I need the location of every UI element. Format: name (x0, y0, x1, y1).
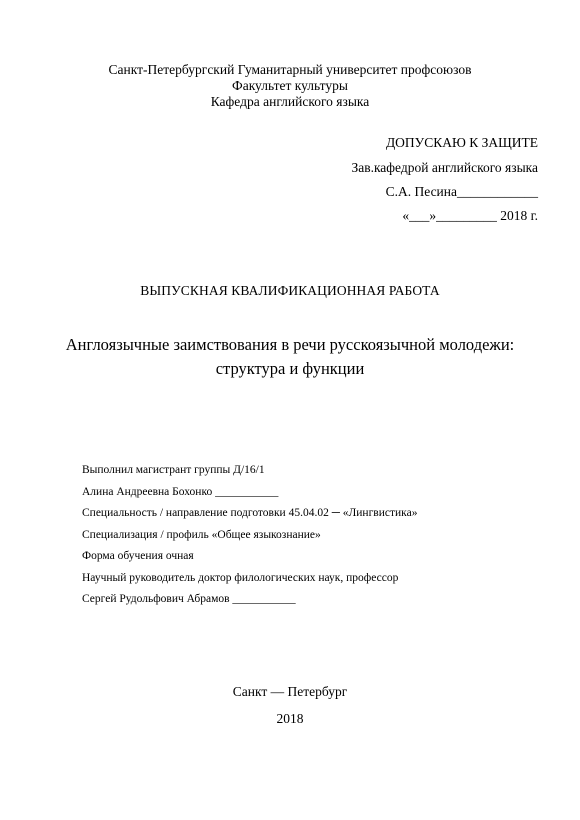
year: 2018 (276, 711, 304, 726)
faculty-name: Факультет культуры (232, 78, 348, 93)
supervisor-title: Научный руководитель доктор филологических наук, профессор (82, 572, 399, 584)
city: Санкт — Петербург (232, 684, 348, 699)
approval-title: ДОПУСКАЮ К ЗАЩИТЕ (385, 135, 538, 150)
student-group: Выполнил магистрант группы Д/16/1 (82, 464, 265, 476)
thesis-title-line-1: Англоязычные заимствования в речи русскоязычной молодежи: (65, 335, 515, 354)
approval-position: Зав.кафедрой английского языка (351, 160, 538, 175)
study-form: Форма обучения очная (82, 550, 194, 562)
supervisor-name: Сергей Рудольфович Абрамов ___________ (82, 593, 296, 605)
specialty: Специальность / направление подготовки 45.04.02 ─ «Лингвистика» (82, 507, 418, 519)
department-name: Кафедра английского языка (210, 94, 370, 109)
specialization: Специализация / профиль «Общее языкознание» (82, 529, 321, 541)
approval-date: «___»_________ 2018 г. (402, 208, 538, 223)
approval-name-signature: С.А. Песина____________ (385, 184, 538, 199)
university-name: Санкт-Петербургский Гуманитарный университет профсоюзов (108, 62, 472, 77)
work-type-heading: ВЫПУСКНАЯ КВАЛИФИКАЦИОННАЯ РАБОТА (140, 283, 440, 298)
thesis-title-line-2: структура и функции (215, 359, 365, 378)
student-name: Алина Андреевна Бохонко ___________ (82, 486, 279, 498)
